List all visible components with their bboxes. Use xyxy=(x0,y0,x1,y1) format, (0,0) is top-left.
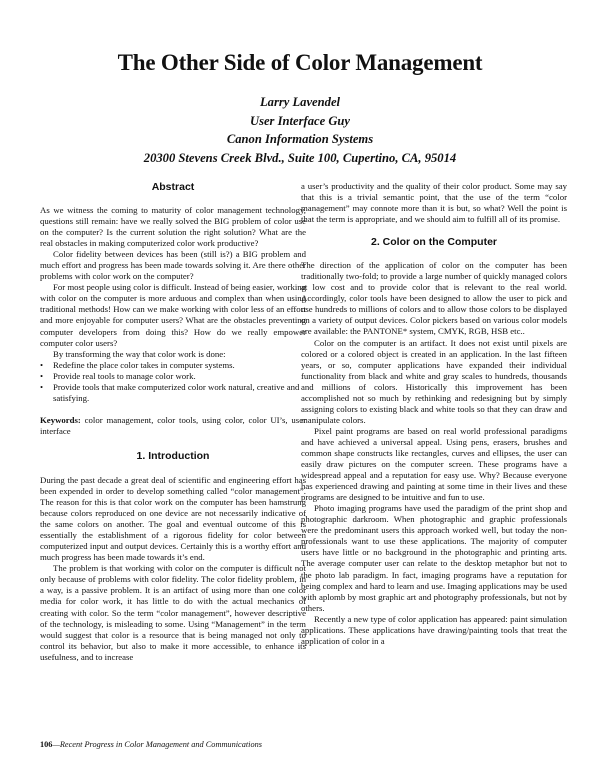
abstract-paragraph: As we witness the coming to maturity of color management technology, questions still remain: have we really solved the BIG problem of color use on the computer? Is the current solution the right solution? What are the real obstacles in making computerized color work productive? xyxy=(40,205,306,249)
keywords-text: color management, color tools, using color, color UI’s, user interface xyxy=(40,414,306,436)
section-paragraph: Pixel paint programs are based on real world professional paradigms and have achieved a universal appeal. Using pens, erasers, brushes and common shape constructs like rectangles, curves and ellipses, the user can easily draw pictures on the computer screen. These programs have a widespread appeal and a reputation for easy use. Why? Because everyone has experienced drawing and painting at some time in their lives and these programs are designed to be intuitive and fun to use. xyxy=(301,425,567,503)
section-paragraph: Photo imaging programs have used the paradigm of the print shop and photographic darkroom. When photographic and graphic professionals were the predominant users this approach worked well, but today the non-professionals want to use these applications. The majority of computer users have little or no background in the photographic and printing arts. The average computer user can relate to the desktop metaphor but not to the photo lab paradigm. In fact, imaging programs have a reputation for being complex and hard to learn and use. Imaging applications may be used with aplomb by most graphic art and photography professionals, but not by others. xyxy=(301,503,567,613)
bullet-item: • Redefine the place color takes in computer systems. xyxy=(40,360,306,371)
abstract-paragraph: By transforming the way that color work is done: xyxy=(53,348,226,359)
section-2-heading: 2. Color on the Computer xyxy=(371,236,497,249)
section-paragraph: Color on the computer is an artifact. It does not exist until pixels are colored or a colored object is created in an application. In the last fifteen years, or so, computer applications have expanded their individual functionality from black and white and gray scales to hundreds, thousands and millions of colors. Historically this improvement has been accomplished not so much by rethinking and redesigning but by simply assigning colors to existing black and white tools so that they can draw and manipulate colors. xyxy=(301,337,567,425)
author-role: User Interface Guy xyxy=(249,113,351,128)
author-address: 20300 Stevens Creek Blvd., Suite 100, Cupertino, CA, 95014 xyxy=(143,150,457,165)
bullet-item: • Provide real tools to manage color work. xyxy=(40,371,306,382)
abstract-paragraph: For most people using color is difficult. Instead of being easier, working with color on the computer is more arduous and complex than when using traditional methods! How can we make working with color less of an effort and more enjoyable for computer users? What are the obstacles preventing computer developers from doing this? How do we really empower computer color users? xyxy=(40,282,306,348)
bullet-item: • Provide tools that make computerized color work natural, creative and satisfying. xyxy=(40,382,306,404)
right-column xyxy=(301,181,567,647)
author-block xyxy=(0,93,600,167)
abstract-bullet-list xyxy=(40,360,306,404)
continued-paragraph: a user’s productivity and the quality of their color product. Some may say that this is a trivial semantic point, that the use of the term “color management” may connote more than it is but, so what? Well the point is that the term is appropriate, and we should aim to fulfill all of its promise. xyxy=(301,181,567,225)
intro-paragraph: The problem is that working with color on the computer is difficult not only because of problems with color fidelity. The color fidelity problem, in a way, is a passive problem. It is an artifact of using more than one color media for color work, it has little to do with the actual mechanics of creating with color. So the term “color management”, however descriptive of the technology, is misleading to some. Using “Management” in the term would suggest that color is a resource that is being managed not only to control its behavior, but also to make it more accessible, to enhance its usefulness, and to increase xyxy=(40,563,306,662)
page-number: 106 xyxy=(40,740,53,749)
author-name: Larry Lavendel xyxy=(259,95,341,109)
keywords xyxy=(40,415,306,437)
section-paragraph: Recently a new type of color application has appeared: paint simulation applications. These applications have drawing/painting tools that treat the application of color in a xyxy=(301,613,567,646)
abstract-heading: Abstract xyxy=(151,181,195,193)
abstract-paragraph: Color fidelity between devices has been (still is?) a BIG problem and much effort and progress has been made towards solving it. Are there other problems with color work on the computer? xyxy=(40,249,306,282)
introduction-heading: 1. Introduction xyxy=(136,449,210,462)
author-organization: Canon Information Systems xyxy=(226,132,374,146)
paper-title: The Other Side of Color Management xyxy=(117,50,483,75)
intro-paragraph: During the past decade a great deal of scientific and engineering effort has been expended in order to develop something called “color management”. The reason for this is that color work on the computer has been hamstrung because colors reproduced on one device are not necessarily indicative of the same colors on another. The goal and eventual outcome of this is essentially the establishment of a rigorous fidelity for color between computerized input and output devices. Certainly this is a worthy effort and much progress has been made towards it’s end. xyxy=(40,474,306,563)
keywords-label: Keywords: xyxy=(40,414,81,425)
running-footer: —Recent Progress in Color Management and Communications xyxy=(52,740,263,749)
page-footer xyxy=(40,740,262,749)
left-column xyxy=(40,181,306,663)
section-paragraph: The direction of the application of color on the computer has been traditionally two-fold; to provide a large number of quickly managed colors at low cost and to provide color that is relevant to the real world. Accordingly, color tools have been designed to allow the user to pick and use hundreds to millions of colors and to allow those colors to be displayed on a variety of output devices. Color pickers based on various color models are available: the PANTONE* system, CMYK, RGB, HSB etc.. xyxy=(301,260,567,337)
